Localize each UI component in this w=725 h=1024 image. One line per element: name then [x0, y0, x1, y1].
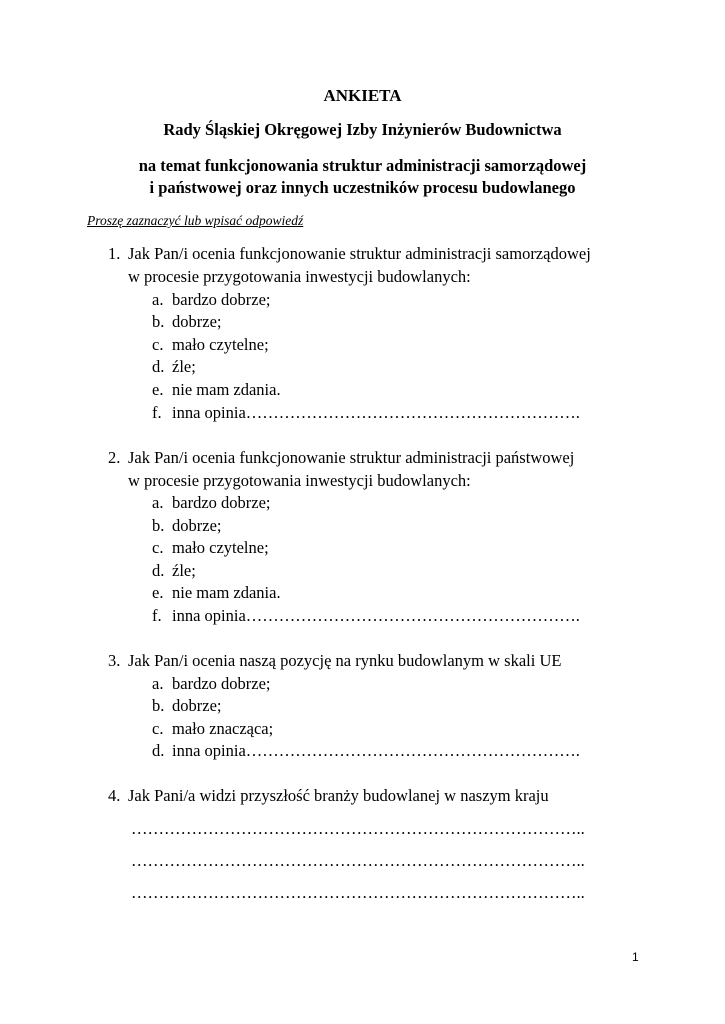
survey-subtitle: Rady Śląskiej Okręgowej Izby Inżynierów Budownictwa: [163, 120, 562, 139]
option-letter: a.: [152, 290, 164, 309]
option-e-nie-mam-zdania[interactable]: nie mam zdania.: [172, 380, 281, 399]
option-letter: b.: [152, 696, 165, 715]
option-letter: c.: [152, 538, 164, 557]
option-letter: e.: [152, 380, 164, 399]
question-number: 1.: [108, 244, 121, 263]
option-f-inna-opinia[interactable]: inna opinia…………………………………………………….: [172, 606, 580, 625]
option-letter: c.: [152, 335, 164, 354]
option-letter: c.: [152, 719, 164, 738]
question-text: Jak Pan/i ocenia funkcjonowanie struktur administracji samorządowej: [128, 244, 591, 263]
option-f-inna-opinia[interactable]: inna opinia…………………………………………………….: [172, 403, 580, 422]
answer-line-2[interactable]: ………………………………………………………………………..: [131, 851, 585, 870]
option-letter: a.: [152, 674, 164, 693]
question-text: Jak Pan/i ocenia naszą pozycję na rynku budowlanym w skali UE: [128, 651, 562, 670]
option-letter: b.: [152, 312, 165, 331]
option-d-zle[interactable]: źle;: [172, 357, 196, 376]
option-letter: e.: [152, 583, 164, 602]
answer-line-3[interactable]: ………………………………………………………………………..: [131, 883, 585, 902]
instruction-text: Proszę zaznaczyć lub wpisać odpowiedź: [87, 213, 304, 228]
option-letter: f.: [152, 606, 162, 625]
option-e-nie-mam-zdania[interactable]: nie mam zdania.: [172, 583, 281, 602]
option-letter: a.: [152, 493, 164, 512]
survey-title: ANKIETA: [323, 86, 402, 105]
option-a-bardzo-dobrze[interactable]: bardzo dobrze;: [172, 674, 271, 693]
option-b-dobrze[interactable]: dobrze;: [172, 516, 222, 535]
survey-topic-line-2: i państwowej oraz innych uczestników procesu budowlanego: [149, 178, 576, 197]
question-number: 3.: [108, 651, 121, 670]
question-text-continued: w procesie przygotowania inwestycji budowlanych:: [128, 267, 471, 286]
question-text: Jak Pan/i ocenia funkcjonowanie struktur administracji państwowej: [128, 448, 575, 467]
option-letter: d.: [152, 357, 165, 376]
option-c-malo-znaczaca[interactable]: mało znacząca;: [172, 719, 274, 738]
option-letter: d.: [152, 561, 165, 580]
option-b-dobrze[interactable]: dobrze;: [172, 696, 222, 715]
option-a-bardzo-dobrze[interactable]: bardzo dobrze;: [172, 493, 271, 512]
question-text-continued: w procesie przygotowania inwestycji budowlanych:: [128, 471, 471, 490]
option-d-zle[interactable]: źle;: [172, 561, 196, 580]
question-text: Jak Pani/a widzi przyszłość branży budowlanej w naszym kraju: [128, 786, 549, 805]
option-d-inna-opinia[interactable]: inna opinia…………………………………………………….: [172, 741, 580, 760]
option-b-dobrze[interactable]: dobrze;: [172, 312, 222, 331]
page-number: 1: [632, 950, 639, 964]
option-c-malo-czytelne[interactable]: mało czytelne;: [172, 335, 269, 354]
option-letter: b.: [152, 516, 165, 535]
answer-line-1[interactable]: ………………………………………………………………………..: [131, 819, 585, 838]
option-letter: f.: [152, 403, 162, 422]
option-letter: d.: [152, 741, 165, 760]
option-a-bardzo-dobrze[interactable]: bardzo dobrze;: [172, 290, 271, 309]
question-number: 4.: [108, 786, 121, 805]
option-c-malo-czytelne[interactable]: mało czytelne;: [172, 538, 269, 557]
question-number: 2.: [108, 448, 121, 467]
survey-topic-line-1: na temat funkcjonowania struktur administracji samorządowej: [138, 156, 587, 175]
